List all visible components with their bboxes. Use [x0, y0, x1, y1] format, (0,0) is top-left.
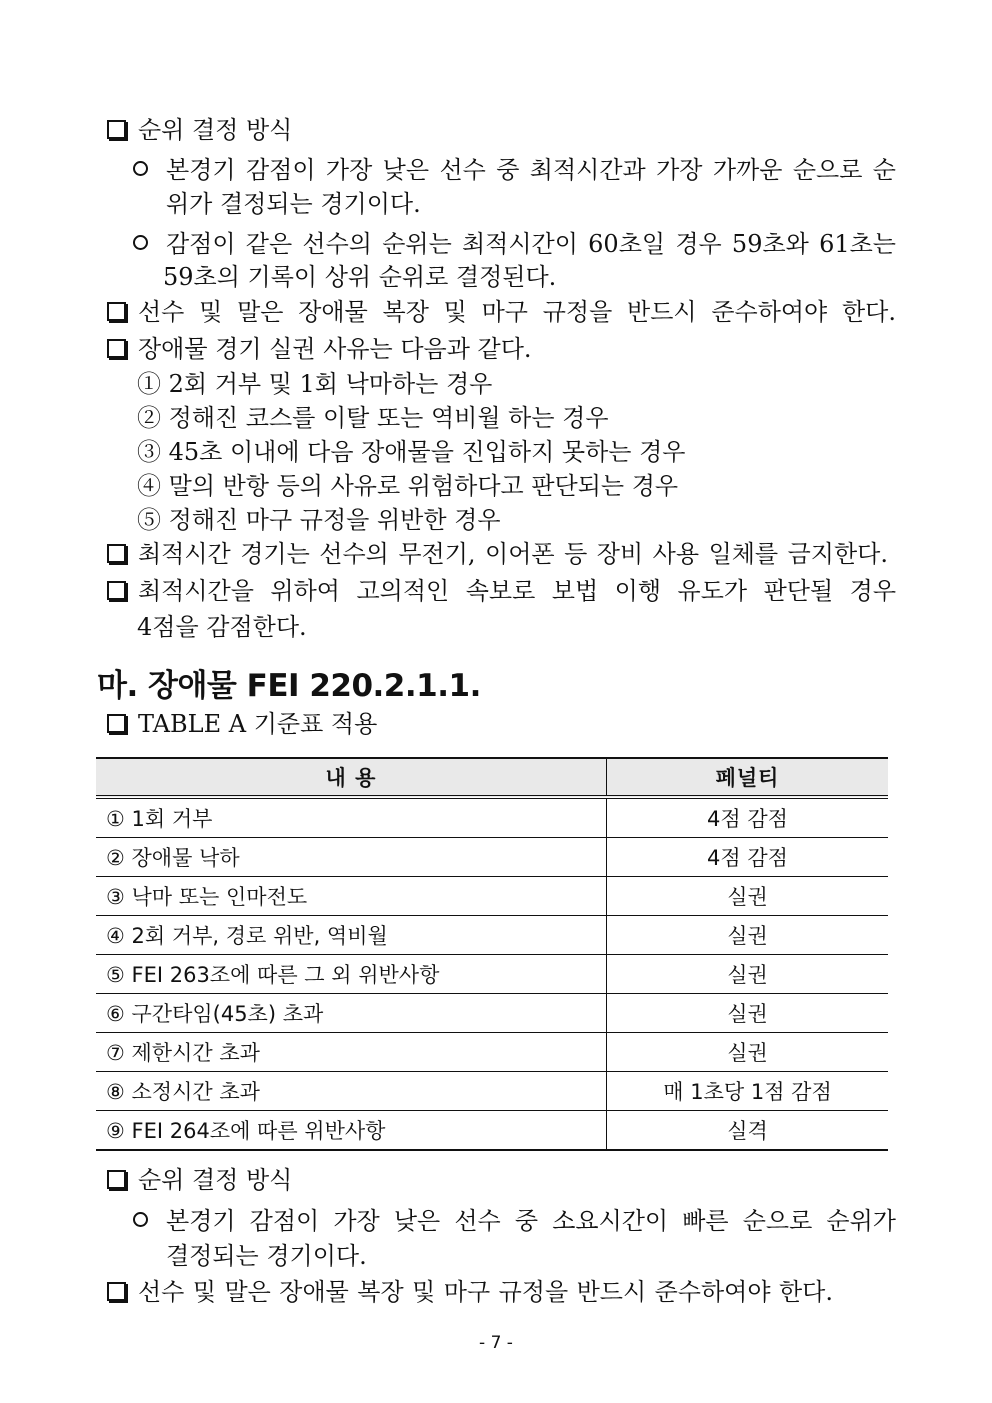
table-cell-penalty: 4점 감점 — [607, 797, 889, 838]
circle-bullet-icon — [133, 235, 148, 250]
column-header-penalty: 페널티 — [607, 758, 889, 797]
table-cell-penalty: 실격 — [607, 1111, 889, 1151]
section-title-text: 순위 결정 방식 — [138, 116, 293, 144]
table-cell-penalty: 4점 감점 — [607, 838, 889, 877]
page-number: - 7 - — [479, 1333, 513, 1353]
table-cell-penalty: 실권 — [607, 994, 889, 1033]
penalty-table — [96, 757, 888, 1151]
table-row — [96, 877, 888, 916]
table-cell-penalty: 매 1초당 1점 감점 — [607, 1072, 889, 1111]
table-row — [96, 1111, 888, 1151]
ranking2-item-line1: 본경기 감점이 가장 낮은 선수 중 소요시간이 빠른 순으로 순위가 — [133, 1206, 896, 1236]
ranking-item-2-line2: 59초의 기록이 상위 순위로 결정된다. — [163, 263, 557, 291]
checkbox-square-icon — [107, 120, 126, 139]
checkbox-square-icon — [107, 302, 126, 321]
rule-no-devices: 최적시간 경기는 선수의 무전기, 이어폰 등 장비 사용 일체를 금지한다. — [107, 539, 888, 569]
table-cell-content: ② 장애물 낙하 — [96, 838, 607, 877]
table-cell-penalty: 실권 — [607, 877, 889, 916]
column-header-content: 내 용 — [96, 758, 607, 797]
table-cell-penalty: 실권 — [607, 916, 889, 955]
section-heading: 마. 장애물 FEI 220.2.1.1. — [97, 668, 481, 704]
elimination-item: ① 2회 거부 및 1회 낙마하는 경우 — [137, 370, 493, 398]
rule-speed-line1: 최적시간을 위하여 고의적인 속보로 보법 이행 유도가 판단될 경우 — [107, 576, 896, 606]
checkbox-square-icon — [107, 1170, 126, 1189]
table-cell-content: ④ 2회 거부, 경로 위반, 역비월 — [96, 916, 607, 955]
circle-bullet-icon — [133, 161, 148, 176]
table-cell-content: ⑥ 구간타임(45초) 초과 — [96, 994, 607, 1033]
ranking-item-1-line2: 위가 결정되는 경기이다. — [166, 190, 421, 218]
table-note: TABLE A 기준표 적용 — [107, 709, 377, 739]
table-cell-content: ⑧ 소정시간 초과 — [96, 1072, 607, 1111]
elimination-item: ② 정해진 코스를 이탈 또는 역비월 하는 경우 — [137, 404, 609, 432]
table-header-row — [96, 758, 888, 797]
checkbox-square-icon — [107, 581, 126, 600]
table-cell-content: ① 1회 거부 — [96, 797, 607, 838]
rule-equipment: 선수 및 말은 장애물 복장 및 마구 규정을 반드시 준수하여야 한다. — [107, 1277, 833, 1307]
table-row — [96, 797, 888, 838]
table-row — [96, 955, 888, 994]
table-row — [96, 1033, 888, 1072]
ranking-item-2-line1: 감점이 같은 선수의 순위는 최적시간이 60초일 경우 59초와 61초는 — [133, 229, 896, 259]
rule-equipment: 선수 및 말은 장애물 복장 및 마구 규정을 반드시 준수하여야 한다. — [107, 297, 896, 327]
table-cell-content: ③ 낙마 또는 인마전도 — [96, 877, 607, 916]
checkbox-square-icon — [107, 1282, 126, 1301]
table-cell-content: ⑨ FEI 264조에 따른 위반사항 — [96, 1111, 607, 1151]
ranking-item-1-line1: 본경기 감점이 가장 낮은 선수 중 최적시간과 가장 가까운 순으로 순 — [133, 155, 896, 185]
table-cell-penalty: 실권 — [607, 955, 889, 994]
rule-speed-line2: 4점을 감점한다. — [137, 613, 307, 641]
section-ranking-title — [107, 115, 292, 145]
section-ranking-title: 순위 결정 방식 — [107, 1165, 292, 1195]
checkbox-square-icon — [107, 544, 126, 563]
elimination-item: ④ 말의 반항 등의 사유로 위험하다고 판단되는 경우 — [137, 472, 679, 500]
checkbox-square-icon — [107, 339, 126, 358]
table-cell-content: ⑤ FEI 263조에 따른 그 외 위반사항 — [96, 955, 607, 994]
ranking2-item-line2: 결정되는 경기이다. — [166, 1242, 367, 1270]
table-cell-content: ⑦ 제한시간 초과 — [96, 1033, 607, 1072]
table-row — [96, 916, 888, 955]
checkbox-square-icon — [107, 714, 126, 733]
circle-bullet-icon — [133, 1212, 148, 1227]
elimination-title: 장애물 경기 실권 사유는 다음과 같다. — [107, 334, 532, 364]
elimination-item: ③ 45초 이내에 다음 장애물을 진입하지 못하는 경우 — [137, 438, 686, 466]
table-row — [96, 1072, 888, 1111]
table-row — [96, 838, 888, 877]
table-row — [96, 994, 888, 1033]
elimination-item: ⑤ 정해진 마구 규정을 위반한 경우 — [137, 506, 501, 534]
table-cell-penalty: 실권 — [607, 1033, 889, 1072]
